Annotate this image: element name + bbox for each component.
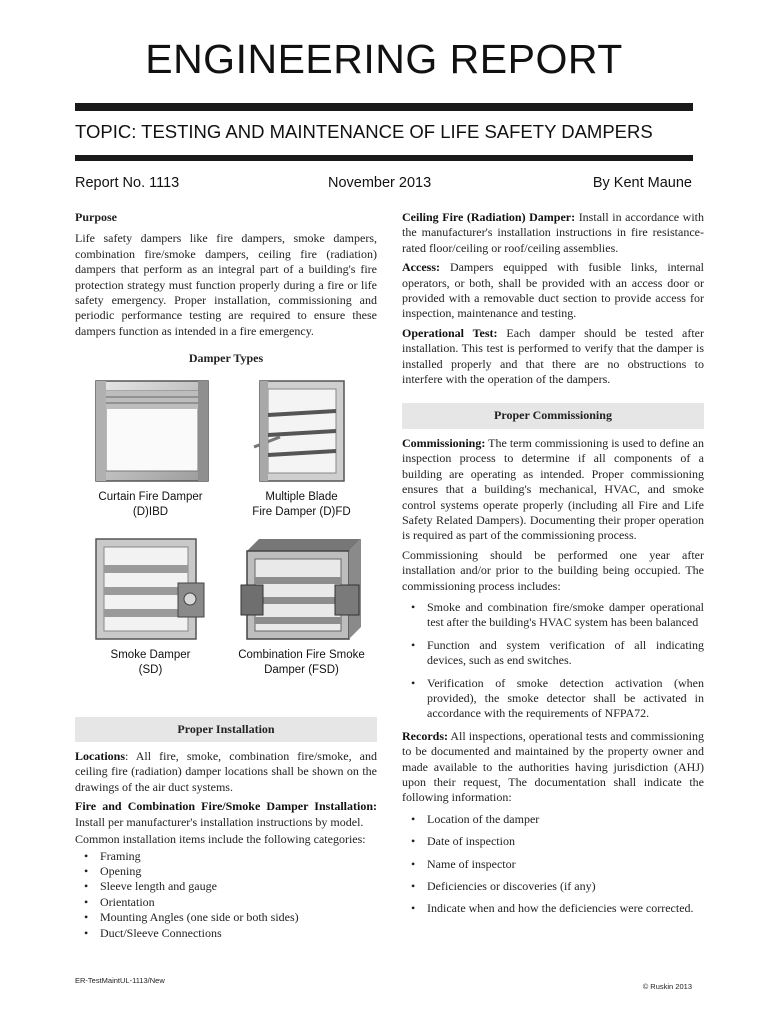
damper-caption-line2: Damper (FSD) <box>264 663 339 676</box>
fire-combo-paragraph <box>75 799 377 830</box>
proper-commissioning-heading: Proper Commissioning <box>402 403 704 428</box>
ceiling-label: Ceiling Fire (Radiation) Damper: <box>402 210 576 224</box>
list-item: • Location of the damper <box>402 812 704 827</box>
damper-types-grid <box>75 377 377 707</box>
records-text: All inspections, operational tests and commissioning to be documented and maintained by the property owner and made available to the authorities having jurisdiction (AHJ) upon their request, The documentation shall indicate the following information: <box>402 728 704 805</box>
multiple-blade-fire-damper-image <box>250 377 354 485</box>
right-column <box>402 210 704 924</box>
damper-caption <box>226 490 377 520</box>
commissioning-items-list <box>402 600 704 722</box>
commissioning-label: Commissioning: <box>402 435 486 450</box>
list-item: • Function and system verification of all indicating devices, such as end switches. <box>402 638 704 669</box>
ceiling-text: Install in accordance with the manufacturer's installation instructions in fire resistance-rated floor/ceiling or roof/ceiling assemblies. <box>402 210 704 255</box>
common-items-text: Common installation items include the following categories: <box>75 832 366 847</box>
locations-text: : All fire, smoke, combination fire/smoke, and ceiling fire (radiation) damper locations shall be shown on the drawings of the air duct systems. <box>75 749 377 794</box>
operational-paragraph <box>402 326 704 388</box>
list-item: • Smoke and combination fire/smoke damper operational test after the building's HVAC system has been balanced <box>402 600 704 631</box>
fire-combo-label: Fire and Combination Fire/Smoke Damper Installation: <box>75 799 377 814</box>
damper-caption <box>226 648 377 678</box>
left-column <box>75 210 377 943</box>
locations-label: Locations <box>75 749 126 764</box>
operational-label: Operational Test: <box>402 325 498 340</box>
damper-caption-line1: Combination Fire Smoke <box>238 648 365 661</box>
list-item: • Duct/Sleeve Connections <box>75 926 377 941</box>
report-number: Report No. 1113 <box>75 175 180 191</box>
commissioning-paragraph <box>402 436 704 544</box>
list-item: • Date of inspection <box>402 834 704 849</box>
damper-caption-line2: (SD) <box>138 663 163 676</box>
access-paragraph <box>402 260 704 322</box>
records-paragraph <box>402 729 704 806</box>
damper-caption <box>75 648 226 678</box>
commissioning-text-2: Commissioning should be performed one year after installation and/or prior to the building being occupied. The commissioning process includes: <box>402 547 704 593</box>
copyright: © Ruskin 2013 <box>642 982 692 991</box>
combination-fire-smoke-damper-image <box>239 535 365 643</box>
damper-caption-line1: Multiple Blade <box>265 490 338 503</box>
proper-installation-heading: Proper Installation <box>75 717 377 742</box>
commissioning-text: The term commissioning is used to define an inspection process to determine if all components of a building are operating as intended. Proper commissioning ensures that a building's mechanical, HVAC, and smoke control systems operate properly (including all Fire and Life Safety Related Dampers). Documenting their proper operation is required as part of the commissioning process. <box>402 435 704 543</box>
damper-caption-line1: Curtain Fire Damper <box>98 490 203 503</box>
damper-caption-line1: Smoke Damper <box>110 648 191 661</box>
damper-card-combination <box>226 535 377 678</box>
document-code: ER-TestMaintUL-1113/New <box>75 976 165 985</box>
smoke-damper-image <box>90 535 212 643</box>
list-item: • Indicate when and how the deficiencies were corrected. <box>402 901 704 916</box>
report-topic: TOPIC: TESTING AND MAINTENANCE OF LIFE SAFETY DAMPERS <box>75 121 653 142</box>
list-item: • Framing <box>75 849 377 864</box>
fire-combo-text: Install per manufacturer's installation instructions by model. <box>75 814 364 829</box>
list-item: • Opening <box>75 864 377 879</box>
report-title: ENGINEERING REPORT <box>145 36 623 82</box>
damper-types-heading: Damper Types <box>188 351 264 366</box>
damper-caption <box>75 490 226 520</box>
ceiling-paragraph <box>402 210 704 256</box>
purpose-heading: Purpose <box>75 210 117 224</box>
list-item: • Verification of smoke detection activation (when provided), the smoke detector shall be activated in accordance with the requirements of NFPA72. <box>402 676 704 722</box>
purpose-text: Life safety dampers like fire dampers, smoke dampers, combination fire/smoke dampers, ceiling fire (radiation) dampers that perform as an integral part of a building's fire protection strategy must function properly during a fire or life safety emergency. Proper installation, commissioning and periodic performance testing are required to ensure these dampers function as intended in a fire emergency. <box>75 231 377 338</box>
list-item: • Mounting Angles (one side or both sides) <box>75 910 377 925</box>
damper-card-curtain <box>75 377 226 520</box>
list-item: • Deficiencies or discoveries (if any) <box>402 879 704 894</box>
records-items-list <box>402 812 704 917</box>
report-author: By Kent Maune <box>592 175 692 191</box>
operational-text: Each damper should be tested after installation. This test is performed to verify that the damper is installed properly and that there are no obstructions to interfere with the operation of the dampers. <box>402 325 705 387</box>
damper-card-smoke <box>75 535 226 678</box>
installation-items-list <box>75 849 377 941</box>
list-item: • Sleeve length and gauge <box>75 879 377 894</box>
damper-caption-line2: (D)IBD <box>132 505 169 518</box>
access-label: Access: <box>402 260 440 275</box>
locations-paragraph <box>75 749 377 795</box>
top-divider <box>75 103 693 111</box>
records-label: Records: <box>402 728 448 743</box>
access-text: Dampers equipped with fusible links, internal operators, or both, shall be provided with an access door or provided with a removable duct section to provide access for inspection, maintenance and testing. <box>402 260 704 321</box>
list-item: • Orientation <box>75 895 377 910</box>
list-item: • Name of inspector <box>402 857 704 872</box>
report-date: November 2013 <box>328 175 432 191</box>
topic-divider <box>75 155 693 161</box>
damper-card-multiple-blade <box>226 377 377 520</box>
curtain-fire-damper-image <box>90 377 212 485</box>
damper-caption-line2: Fire Damper (D)FD <box>252 505 351 518</box>
